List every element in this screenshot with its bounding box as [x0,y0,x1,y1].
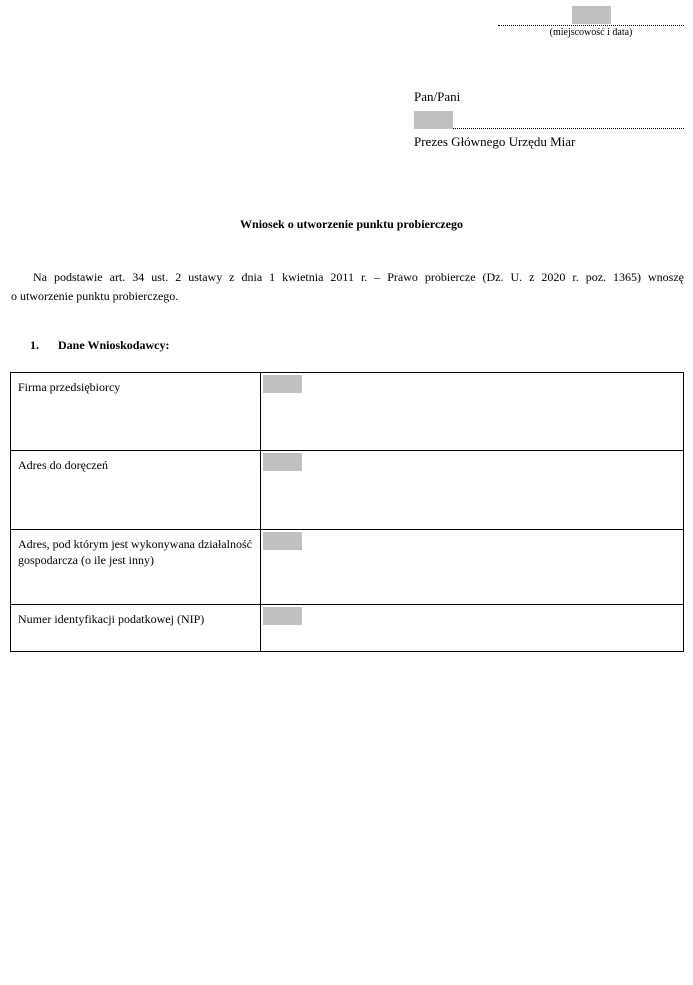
delivery-address-field[interactable] [263,453,302,471]
table-row [11,451,684,530]
table-row [11,530,684,605]
business-address-field[interactable] [263,532,302,550]
table-row [11,373,684,451]
place-date-line [498,6,684,26]
place-date-label: (miejscowość i data) [549,27,633,38]
intro-line-2: o utworzenie punktu probierczego. [11,289,179,303]
section-number: 1. [30,338,39,352]
row-value-cell [261,530,684,605]
section-heading [30,338,169,353]
row-label: Adres, pod którym jest wykonywana działalność gospodarcza (o ile jest inny) [11,530,261,605]
row-value-cell [261,373,684,451]
row-label: Adres do doręczeń [11,451,261,530]
intro-paragraph [11,268,684,306]
place-date-field[interactable] [572,6,611,24]
document-title: Wniosek o utworzenie punktu probierczego [240,217,463,231]
addressee-name-line [414,111,684,129]
addressee-name-field[interactable] [414,111,453,129]
nip-field[interactable] [263,607,302,625]
section-heading-text: Dane Wnioskodawcy: [58,338,170,352]
addressee-title: Prezes Głównego Urzędu Miar [414,134,576,149]
table-row [11,605,684,652]
intro-line-1: Na podstawie art. 34 ust. 2 ustawy z dnia 1 kwietnia 2011 r. – Prawo probiercze (Dz. U. z 2020 r. poz. 1365) wnoszę [33,270,684,284]
company-name-field[interactable] [263,375,302,393]
row-value-cell [261,451,684,530]
applicant-data-table [10,372,684,652]
addressee-salutation: Pan/Pani [414,89,461,104]
row-label: Numer identyfikacji podatkowej (NIP) [11,605,261,652]
row-label: Firma przedsiębiorcy [11,373,261,451]
row-value-cell [261,605,684,652]
